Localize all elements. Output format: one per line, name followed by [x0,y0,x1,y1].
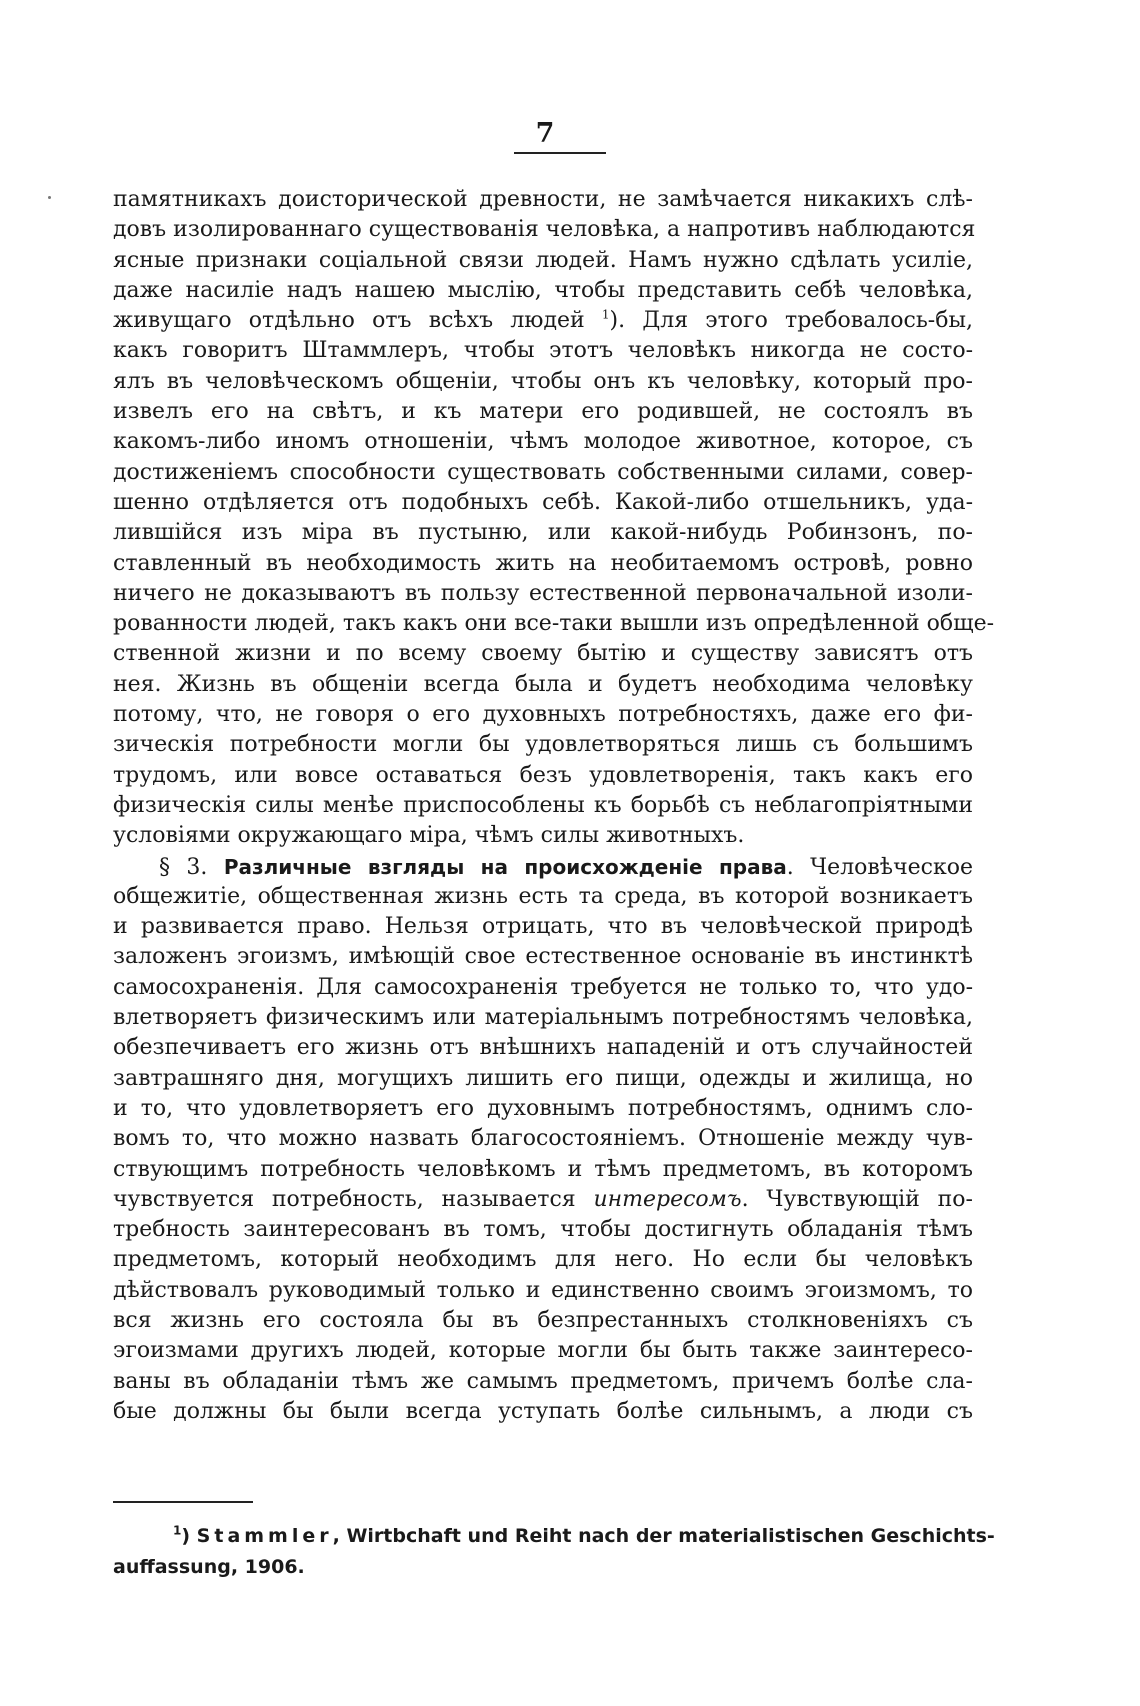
text-line: шенно отдѣляется отъ подобныхъ себѣ. Какой-либо отшельникъ, уда- [113,489,973,515]
text-line: вомъ то, что можно назвать благосостояніемъ. Отношеніе между чув- [113,1126,973,1152]
text-line [113,852,973,882]
text-line: какъ говоритъ Штаммлеръ, чтобы этотъ человѣкъ никогда не состо- [113,338,973,364]
text-line: ясные признаки соціальной связи людей. Намъ нужно сдѣлать усиліе, [113,247,973,273]
text-line: ставленный въ необходимость жить на необитаемомъ островѣ, ровно [113,550,973,576]
text-line: условіями окружающаго міра, чѣмъ силы животныхъ. [113,823,745,849]
text-line: эгоизмами другихъ людей, которые могли бы быть также заинтересо- [113,1338,973,1364]
text-line: общежитіе, общественная жизнь есть та среда, въ которой возникаетъ [113,883,973,909]
text-run: § 3. [159,854,224,880]
text-line: рованности людей, такъ какъ они все-таки вышли изъ опредѣленной обще- [113,611,995,637]
footnote-line-2: auffassung, 1906. [113,1556,305,1578]
text-line: какомъ-либо иномъ отношеніи, чѣмъ молодое животное, которое, съ [113,429,973,455]
text-line: потому, что, не говоря о его духовныхъ потребностяхъ, даже его фи- [113,702,973,728]
footnote-author: Stammler [196,1525,333,1547]
text-line: памятникахъ доисторической древности, не замѣчается никакихъ слѣ- [113,187,973,212]
text-line: ялъ въ человѣческомъ общеніи, чтобы онъ къ человѣку, который про- [113,368,973,394]
text-line: вся жизнь его состояла бы въ безпрестанныхъ столкновеніяхъ съ [113,1307,973,1333]
text-line: извелъ его на свѣтъ, и къ матери его родившей, не состоялъ въ [113,399,973,425]
body-text [113,185,995,1427]
text-line: влетворяетъ физическимъ или матеріальнымъ потребностямъ человѣка, [113,1005,973,1031]
text-line: физическія силы менѣе приспособлены къ борьбѣ съ неблагопріятными [113,792,973,818]
text-run: ). Для этого требовалось-бы, [609,308,973,334]
text-line [113,306,973,336]
footnote-reference: 1 [601,307,610,322]
text-line: лившійся изъ міра въ пустыню, или какой-нибудь Робинзонъ, по- [113,520,973,546]
text-line: довъ изолированнаго существованія человѣка, а напротивъ наблюдаются [113,217,976,243]
emphasis-term: интересомъ [593,1186,742,1212]
footnote-line: $^1$) Stammler, Wirtbchaft und Reiht nach der materialistischen Geschichts- [173,1523,995,1547]
text-line: и развивается право. Нельзя отрицать, что въ человѣческой природѣ [113,914,973,940]
footnote-marker: 1 [173,1523,182,1538]
text-line: даже насиліе надъ нашею мыслію, чтобы представить себѣ человѣка, [113,277,973,303]
footnotes [113,1521,995,1583]
text-line: дѣйствовалъ руководимый только и единственно своимъ эгоизмомъ, то [113,1277,973,1303]
text-line: достиженіемъ способности существовать собственными силами, совер- [113,459,973,485]
text-run: . Чувствующій по- [741,1186,973,1212]
text-line [113,1185,973,1215]
section-heading: Различные взгляды на происхожденіе права [223,854,787,879]
text-run: чувствуется потребность, называется [113,1186,594,1212]
text-line: ничего не доказываютъ въ пользу естественной первоначальной изоли- [113,580,973,606]
text-line: зическія потребности могли бы удовлетворяться лишь съ большимъ [113,732,973,758]
text-line: обезпечиваетъ его жизнь отъ внѣшнихъ нападеній и отъ случайностей [113,1035,973,1061]
text-line: трудомъ, или вовсе оставаться безъ удовлетворенія, такъ какъ его [113,762,973,788]
text-line: завтрашняго дня, могущихъ лишить его пищи, одежды и жилища, но [113,1065,973,1091]
scan-speck [48,196,51,199]
text-run: живущаго отдѣльно отъ всѣхъ людей [113,308,602,334]
page-number-rule [514,152,606,154]
text-line: нея. Жизнь въ общеніи всегда была и будетъ необходима человѣку [113,671,973,697]
text-line: требность заинтересованъ въ томъ, чтобы достигнуть обладанія тѣмъ [113,1217,973,1243]
text-line: ваны въ обладаніи тѣмъ же самымъ предметомъ, причемъ болѣе сла- [113,1368,973,1394]
text-line: предметомъ, который необходимъ для него. Но если бы человѣкъ [113,1247,973,1273]
text-line: бые должны бы были всегда уступать болѣе сильнымъ, а люди съ [113,1398,973,1424]
text-line: ствующимъ потребность человѣкомъ и тѣмъ предметомъ, въ которомъ [113,1156,973,1182]
footnote-separator [113,1501,253,1503]
page-number: 7 [535,118,555,149]
text-line: заложенъ эгоизмъ, имѣющій свое естественное основаніе въ инстинктѣ [113,944,973,970]
text-line: самосохраненія. Для самосохраненія требуется не только то, что удо- [113,974,973,1000]
text-line: ственной жизни и по всему своему бытію и существу зависятъ отъ [113,641,973,667]
text-line: и то, что удовлетворяетъ его духовнымъ потребностямъ, однимъ сло- [113,1095,973,1121]
footnote-text: , Wirtbchaft und Reiht nach der materialistischen Geschichts- [332,1525,995,1547]
text-run: . Человѣческое [786,854,973,880]
